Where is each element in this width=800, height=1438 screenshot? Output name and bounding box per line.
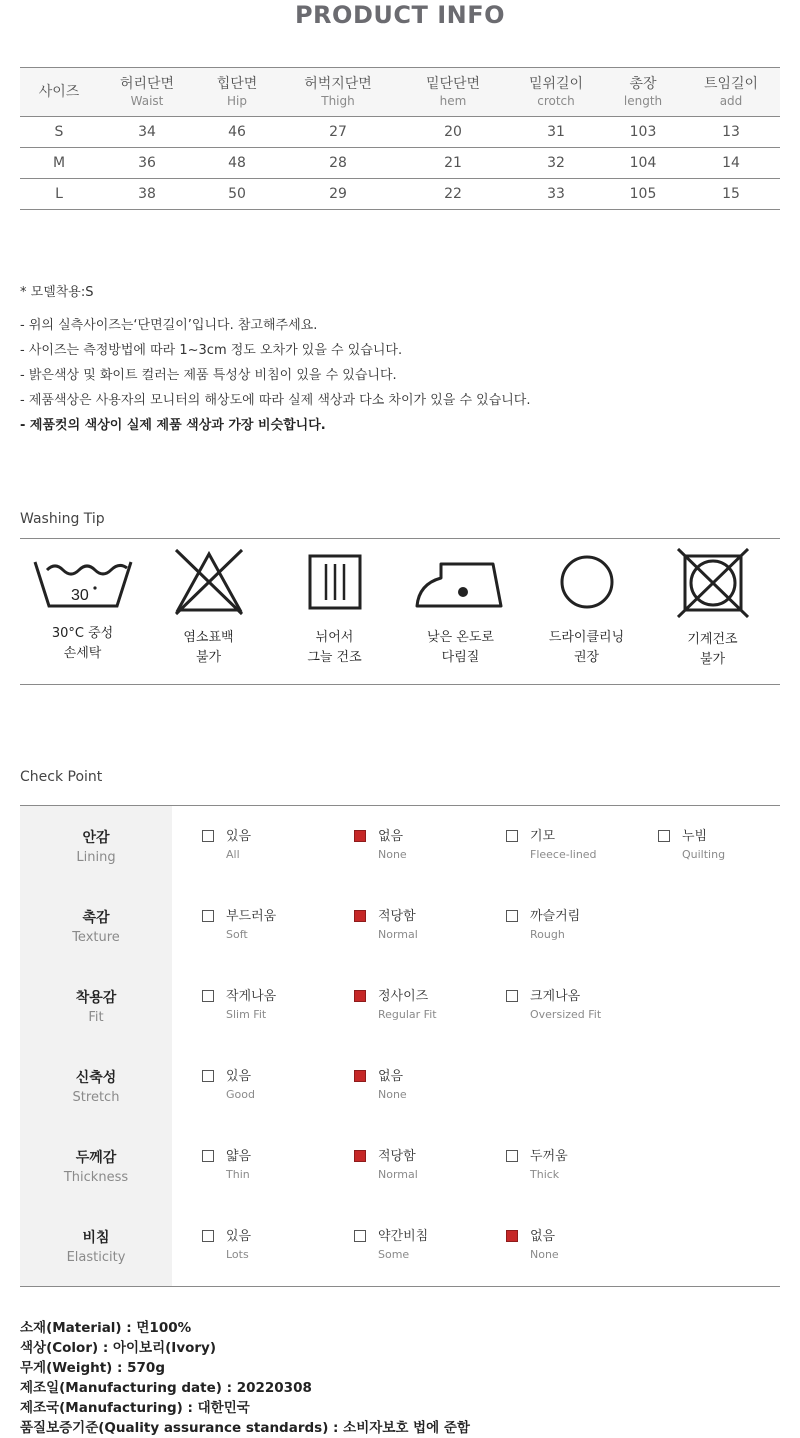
notes [20, 283, 780, 441]
check-row-title-ko: 신축성 [75, 1070, 117, 1086]
check-option-sublabel: Slim Fit [226, 1008, 267, 1021]
table-cell: 48 [196, 148, 278, 179]
check-option-label: 까슬거림 [530, 909, 581, 924]
check-row [20, 886, 780, 966]
table-cell: 46 [196, 117, 278, 148]
check-row [20, 1206, 780, 1286]
wash-item [272, 548, 397, 668]
table-cell: 34 [98, 117, 196, 148]
check-option-label: 있음 [226, 1229, 252, 1244]
header-size: 사이즈 [20, 68, 98, 117]
table-cell: 13 [682, 117, 780, 148]
check-row-title-ko: 두께감 [75, 1150, 117, 1166]
wash-item [398, 548, 523, 668]
check-option-label: 약간비침 [378, 1229, 429, 1244]
check-option-sublabel: Fleece-lined [530, 848, 597, 861]
note-line: - 위의 실측사이즈는‘단면길이’입니다. 참고해주세요. [20, 318, 318, 333]
table-cell: 50 [196, 179, 278, 210]
iron-low-icon [411, 548, 511, 616]
manufacture-country-line: 제조국(Manufacturing) : 대한민국 [20, 1400, 250, 1416]
table-cell: 103 [604, 117, 682, 148]
check-option-label: 없음 [530, 1229, 556, 1244]
wash-item [146, 548, 271, 668]
dry-clean-icon [552, 548, 622, 616]
table-cell: 27 [278, 117, 398, 148]
check-option-label: 두꺼움 [530, 1149, 568, 1164]
wash-temp-text: 30 [70, 587, 89, 604]
check-option-label: 있음 [226, 829, 252, 844]
wash-label-line1: 낮은 온도로 [427, 630, 494, 645]
unchecked-box-icon [506, 1150, 518, 1162]
check-option-sublabel: None [530, 1248, 559, 1261]
wash-label-line1: 뉘어서 [315, 630, 354, 645]
checked-box-icon [354, 1070, 366, 1082]
check-row [20, 1046, 780, 1126]
check-option-sublabel: Normal [378, 1168, 418, 1181]
check-option-sublabel: Oversized Fit [530, 1008, 602, 1021]
wash-label-line1: 드라이클리닝 [548, 630, 625, 645]
unchecked-box-icon [506, 910, 518, 922]
check-row-title-en: Stretch [72, 1090, 120, 1105]
table-cell: 31 [508, 117, 604, 148]
check-option-label: 누빔 [682, 829, 708, 844]
check-row-title-ko: 촉감 [82, 910, 110, 926]
check-row-title-en: Thickness [63, 1170, 129, 1185]
divider [20, 1286, 780, 1287]
header-hem: 밑단단면 hem [398, 68, 508, 117]
wash-label-line2: 그늘 건조 [307, 650, 362, 665]
wash-30-icon [33, 548, 133, 612]
check-option-label: 얇음 [226, 1149, 252, 1164]
table-cell: 21 [398, 148, 508, 179]
unchecked-box-icon [202, 1070, 214, 1082]
unchecked-box-icon [202, 910, 214, 922]
header-crotch: 밑위길이 crotch [508, 68, 604, 117]
check-option-label: 적당함 [378, 1149, 416, 1164]
table-cell: 32 [508, 148, 604, 179]
check-option-sublabel: All [226, 848, 240, 861]
wash-label-line1: 염소표백 [183, 630, 234, 645]
checked-box-icon [354, 990, 366, 1002]
header-length: 총장 length [604, 68, 682, 117]
table-cell: 33 [508, 179, 604, 210]
unchecked-box-icon [202, 1230, 214, 1242]
table-cell: 105 [604, 179, 682, 210]
manufacture-date-line: 제조일(Manufacturing date) : 20220308 [20, 1380, 312, 1396]
table-cell: 20 [398, 117, 508, 148]
model-size-note: * 모델착용:S [20, 285, 94, 300]
check-point-table [20, 806, 780, 1286]
divider [20, 538, 780, 539]
check-option-label: 작게나옴 [226, 989, 277, 1004]
check-row-title-en: Elasticity [66, 1250, 126, 1265]
wash-item [524, 548, 649, 668]
table-cell: 104 [604, 148, 682, 179]
check-point-title: Check Point [20, 769, 103, 785]
check-row-title-en: Texture [72, 930, 120, 945]
table-cell: 22 [398, 179, 508, 210]
check-row-title-en: Fit [88, 1010, 104, 1025]
check-option-sublabel: Thick [530, 1168, 560, 1181]
unchecked-box-icon [202, 990, 214, 1002]
check-row-title-ko: 비침 [82, 1230, 110, 1246]
checked-box-icon [506, 1230, 518, 1242]
check-row-title-ko: 안감 [82, 830, 110, 846]
check-option-sublabel: Lots [226, 1248, 249, 1261]
table-cell: L [20, 179, 98, 210]
check-option-label: 있음 [226, 1069, 252, 1084]
checked-box-icon [354, 910, 366, 922]
table-cell: 29 [278, 179, 398, 210]
wash-label-line2: 불가 [699, 652, 726, 667]
checked-box-icon [354, 1150, 366, 1162]
wash-label-line1: 기계건조 [687, 632, 738, 647]
check-option-label: 없음 [378, 829, 404, 844]
check-option-label: 없음 [378, 1069, 404, 1084]
check-row-title-ko: 착용감 [75, 990, 117, 1006]
material-info [20, 1318, 470, 1438]
dry-in-shade-icon [300, 548, 370, 616]
color-line: 색상(Color) : 아이보리(Ivory) [20, 1340, 217, 1356]
check-row-title [20, 988, 172, 1028]
unchecked-box-icon [202, 830, 214, 842]
header-hip: 힙단면 Hip [196, 68, 278, 117]
unchecked-box-icon [506, 830, 518, 842]
check-option-sublabel: Rough [530, 928, 565, 941]
note-line-bold: - 제품컷의 색상이 실제 제품 색상과 가장 비슷합니다. [20, 418, 326, 433]
check-option-label: 정사이즈 [378, 989, 429, 1004]
wash-label-line2: 불가 [195, 650, 222, 665]
check-row-title [20, 1228, 172, 1268]
check-row-title [20, 1068, 172, 1108]
header-add: 트임길이 add [682, 68, 780, 117]
check-option-sublabel: None [378, 1088, 407, 1101]
wash-label-line1: 30°C 중성 [51, 626, 114, 641]
check-option-sublabel: Soft [226, 928, 248, 941]
unchecked-box-icon [202, 1150, 214, 1162]
table-cell: M [20, 148, 98, 179]
table-cell: 28 [278, 148, 398, 179]
table-cell: 15 [682, 179, 780, 210]
check-option-sublabel: Some [378, 1248, 410, 1261]
unchecked-box-icon [506, 990, 518, 1002]
material-line: 소재(Material) : 면100% [20, 1320, 192, 1336]
note-line: - 사이즈는 측정방법에 따라 1~3cm 정도 오차가 있을 수 있습니다. [20, 343, 403, 358]
check-row [20, 1126, 780, 1206]
wash-label-line2: 손세탁 [63, 646, 102, 661]
size-table [20, 67, 780, 210]
washing-icons [20, 548, 780, 678]
check-option-sublabel: Normal [378, 928, 418, 941]
check-option-label: 적당함 [378, 909, 416, 924]
divider [20, 684, 780, 685]
check-row-title [20, 908, 172, 948]
wash-item [650, 548, 775, 670]
no-bleach-icon [174, 548, 244, 616]
table-cell: 38 [98, 179, 196, 210]
table-cell: 14 [682, 148, 780, 179]
check-option-sublabel: Regular Fit [378, 1008, 437, 1021]
check-option-sublabel: Quilting [682, 848, 726, 861]
table-cell: S [20, 117, 98, 148]
table-row [20, 148, 780, 179]
header-thigh: 허벅지단면 Thigh [278, 68, 398, 117]
unchecked-box-icon [354, 1230, 366, 1242]
page-title: PRODUCT INFO [294, 1, 506, 29]
table-cell: 36 [98, 148, 196, 179]
size-table-header-row [20, 68, 780, 117]
table-row [20, 179, 780, 210]
check-row [20, 806, 780, 886]
check-option-label: 크게나옴 [530, 989, 581, 1004]
check-row-title [20, 828, 172, 868]
unchecked-box-icon [658, 830, 670, 842]
note-line: - 밝은색상 및 화이트 컬러는 제품 특성상 비침이 있을 수 있습니다. [20, 368, 397, 383]
note-line: - 제품색상은 사용자의 모니터의 해상도에 따라 실제 색상과 다소 차이가 있을 수 있습니다. [20, 393, 531, 408]
weight-line: 무게(Weight) : 570g [20, 1360, 165, 1376]
check-row-title-en: Lining [76, 850, 116, 865]
check-row [20, 966, 780, 1046]
check-option-sublabel: None [378, 848, 407, 861]
checked-box-icon [354, 830, 366, 842]
wash-label-line2: 권장 [573, 650, 600, 665]
check-option-label: 기모 [530, 829, 556, 844]
wash-item [20, 548, 145, 664]
table-row [20, 117, 780, 148]
check-option-sublabel: Thin [226, 1168, 250, 1181]
check-option-label: 부드러움 [226, 909, 277, 924]
no-tumble-dry-icon [677, 548, 749, 618]
quality-standard-line: 품질보증기준(Quality assurance standards) : 소비자보호 법에 준함 [20, 1420, 470, 1436]
header-waist: 허리단면 Waist [98, 68, 196, 117]
washing-tip-title: Washing Tip [20, 511, 105, 527]
check-row-title [20, 1148, 172, 1188]
check-option-sublabel: Good [226, 1088, 255, 1101]
wash-label-line2: 다림질 [441, 650, 480, 665]
